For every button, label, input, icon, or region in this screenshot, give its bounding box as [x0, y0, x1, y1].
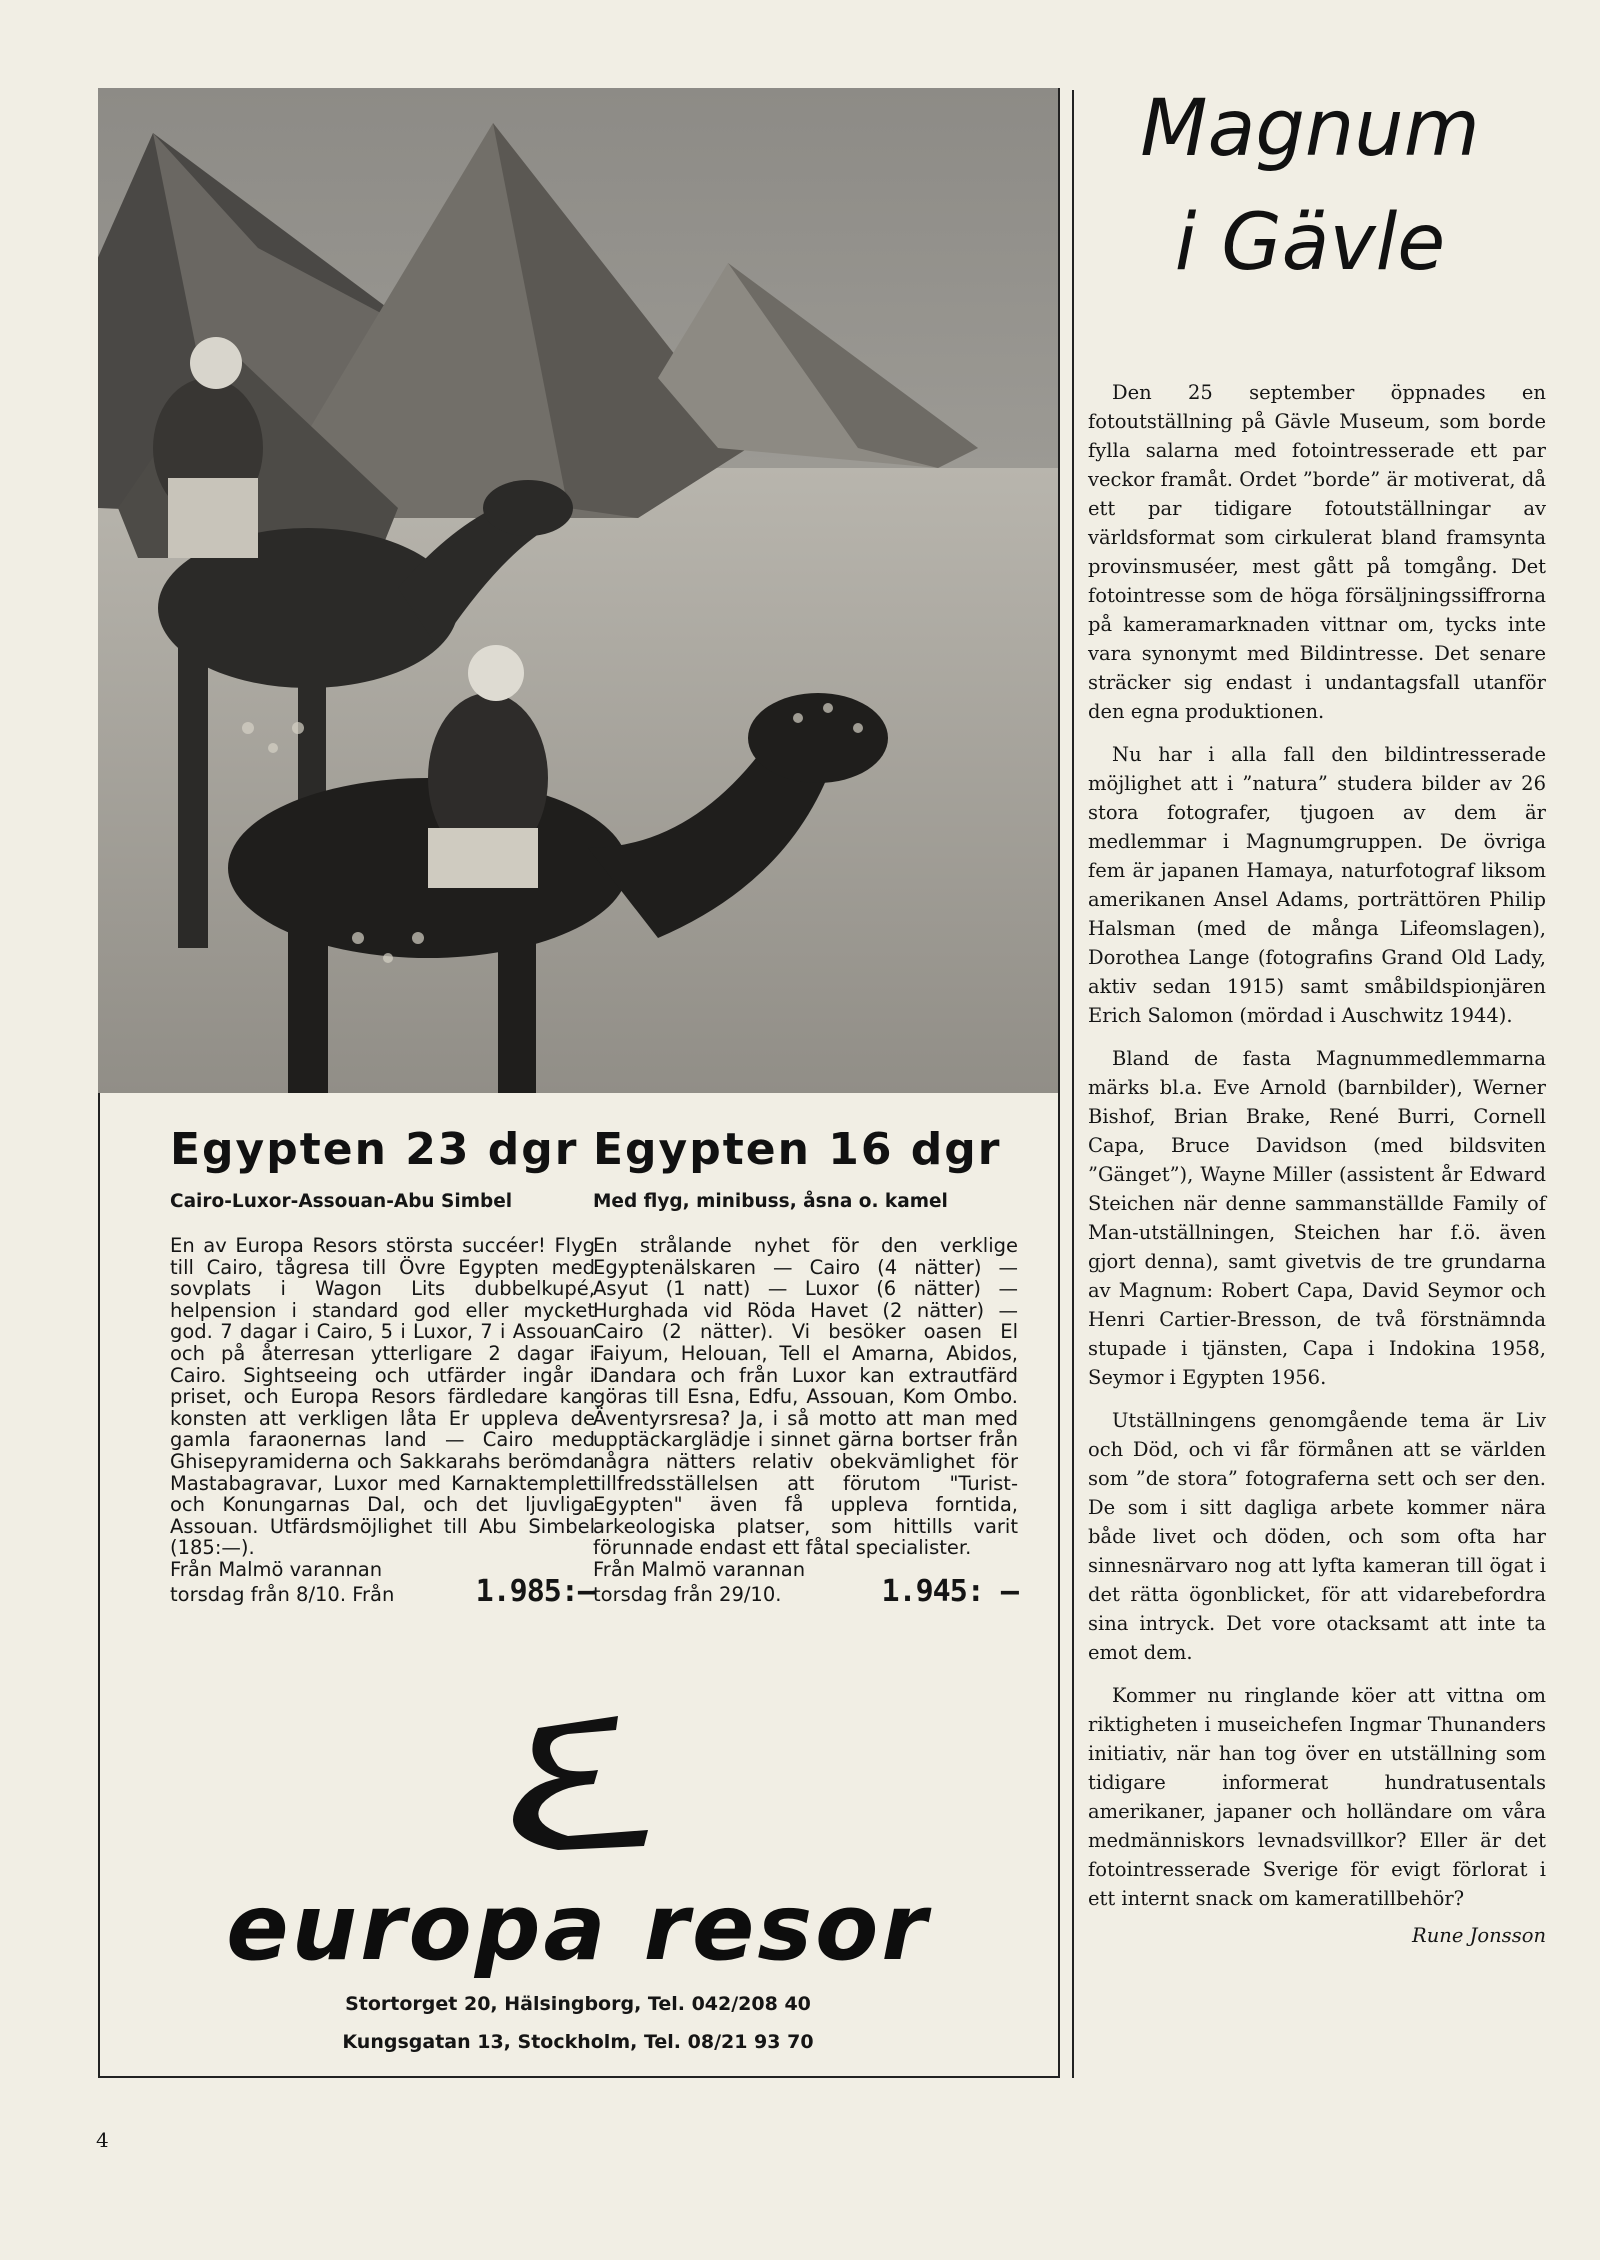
offer-price: 1.945: –	[881, 1573, 1018, 1609]
article-paragraph: Den 25 september öppnades en fotoutställning på Gävle Museum, som borde fylla salarna med fotointresserade ett par veckor framåt. Ordet ”borde” är motiverat, då ett par tidigare fotoutställningar av världsformat som cirkulerat bland framsynta provinsmuséer, mest gått på tomgång. Det fotointresse som de höga försäljningssiffrorna på kameramarknaden vittnar om, tycks inte vara synonymt med Bildintresse. Det senare sträcker sig endast i undantagsfall utanför den egna produktionen.	[1088, 381, 1546, 723]
article-author: Rune Jonsson	[1412, 1924, 1546, 1947]
offer-body: En av Europa Resors största succéer! Flyg till Cairo, tågresa till Övre Egypten med sovplats i Wagon Lits dubbelkupé, helpension i standard god eller mycket god. 7 dagar i Cairo, 5 i Luxor, 7 i Assouan och på återresan ytterligare 2 dagar i Cairo. Sightseeing och utfärder ingår i priset, och Europa Resors färdledare kan konsten att verkligen låta Er uppleva de gamla faraonernas land — Cairo med Ghisepyramiderna och Sakkarahs berömda Mastabagravar, Luxor med Karnaktemplet och Konungarnas Dal, och det ljuvliga Assouan. Utfärdsmöjlighet till Abu Simbel (185:—).	[170, 1234, 595, 1560]
offer-price: 1.985:–	[475, 1573, 595, 1609]
offer-price-row	[593, 1573, 1018, 1609]
ad-left-border	[98, 1093, 100, 2076]
article-paragraph: Kommer nu ringlande köer att vittna om riktigheten i museichefen Ingmar Thunanders initiativ, när han tog över en utställning som tidigare informerat hundratusentals amerikaner, japaner och holländare om våra medmänniskors levnadsvillkor? Eller är det fotointresserade Sverige för evigt förlorat i ett internt snack om kameratillbehör?	[1088, 1684, 1546, 1910]
article-title-line1: Magnum	[1140, 84, 1480, 174]
offer-departure-date: torsdag från 8/10. Från	[170, 1582, 395, 1606]
offer-heading: Egypten 23 dgr	[170, 1124, 579, 1175]
offer-body: En strålande nyhet för den verklige Egyptenälskaren — Cairo (4 nätter) — Asyut (1 natt) — Luxor (6 nätter) — Hurghada vid Röda Havet (2 nätter) — Cairo (2 nätter). Vi besöker oasen El Faiyum, Helouan, Tell el Amarna, Abidos, Dandara och från Luxor kan extrautfärd göras till Esna, Edfu, Assouan, Kom Ombo. Äventyrsresa? Ja, i så motto att man med upptäckarglädje i sinnet gärna bortser från några nätters relativ obekvämlighet för tillfredsställelsen att förutom "Turist-Egypten" även få uppleva forntida, arkeologiska platser, som hittills varit förunnade endast ett fåtal specialister.	[593, 1234, 1018, 1560]
europa-resor-logo-icon	[498, 1708, 658, 1862]
offer-departure-date: torsdag från 29/10.	[593, 1582, 782, 1606]
offer-egypten-23	[170, 1123, 595, 1609]
offer-price-row	[170, 1573, 595, 1609]
offer-departure: Från Malmö varannan	[593, 1557, 806, 1581]
page-number: 4	[96, 2128, 109, 2152]
address-stockholm: Kungsgatan 13, Stockholm, Tel. 08/21 93 70	[342, 2031, 814, 2053]
offer-route: Med flyg, minibuss, åsna o. kamel	[593, 1191, 948, 1212]
article-paragraph: Bland de fasta Magnummedlemmarna märks bl.a. Eve Arnold (barnbilder), Werner Bishof, Brian Brake, René Burri, Cornell Capa, Bruce Davidson (med bildsviten ”Gänget”), Wayne Miller (assistent år Edward Steichen när denne sammanställde Family of Man-utställningen, Steichen har f.ö. även gjort denna), samt givetvis de tre grundarna av Magnum: Robert Capa, David Seymor och Henri Cartier-Bresson, de två förstnämnda stupade i tjänsten, Capa i Indokina 1958, Seymor i Egypten 1956.	[1088, 1047, 1546, 1389]
offer-route: Cairo-Luxor-Assouan-Abu Simbel	[170, 1191, 513, 1212]
address-halsingborg: Stortorget 20, Hälsingborg, Tel. 042/208 40	[345, 1993, 811, 2015]
travel-advertisement	[98, 88, 1060, 2078]
article-paragraph: Utställningens genomgående tema är Liv och Död, och vi får förmånen att se världen som ”de stora” fotograferna sett och ser den. De som i sitt dagliga arbete kommer nära både livet och döden, och som ofta har sinnesnärvaro nog att lyfta kameran till ögat i det rätta ögonblicket, för att vidarebefordra sina intryck. Det vore otacksamt att inte ta emot dem.	[1088, 1409, 1546, 1664]
article-title-line2: i Gävle	[1174, 198, 1446, 288]
article-body	[1088, 378, 1546, 1964]
article-paragraph: Nu har i alla fall den bildintresserade möjlighet att i ”natura” studera bilder av 26 stora fotografer, tjugoen av dem är medlemmar i Magnumgruppen. De övriga fem är japanen Hamaya, naturfotograf liksom amerikanen Ansel Adams, porträttören Philip Halsman (med de många Lifeomslagen), Dorothea Lange (fotografins Grand Old Lady, aktiv sedan 1915) samt småbildspionjären Erich Salomon (mördad i Auschwitz 1944).	[1088, 743, 1546, 1027]
offer-departure: Från Malmö varannan	[170, 1557, 383, 1581]
brand-name: europa resor	[226, 1874, 930, 1981]
column-divider	[1072, 90, 1074, 2078]
camels-pyramids-photo	[98, 88, 1058, 1093]
offer-heading: Egypten 16 dgr	[593, 1124, 1002, 1175]
offer-egypten-16	[593, 1123, 1018, 1609]
